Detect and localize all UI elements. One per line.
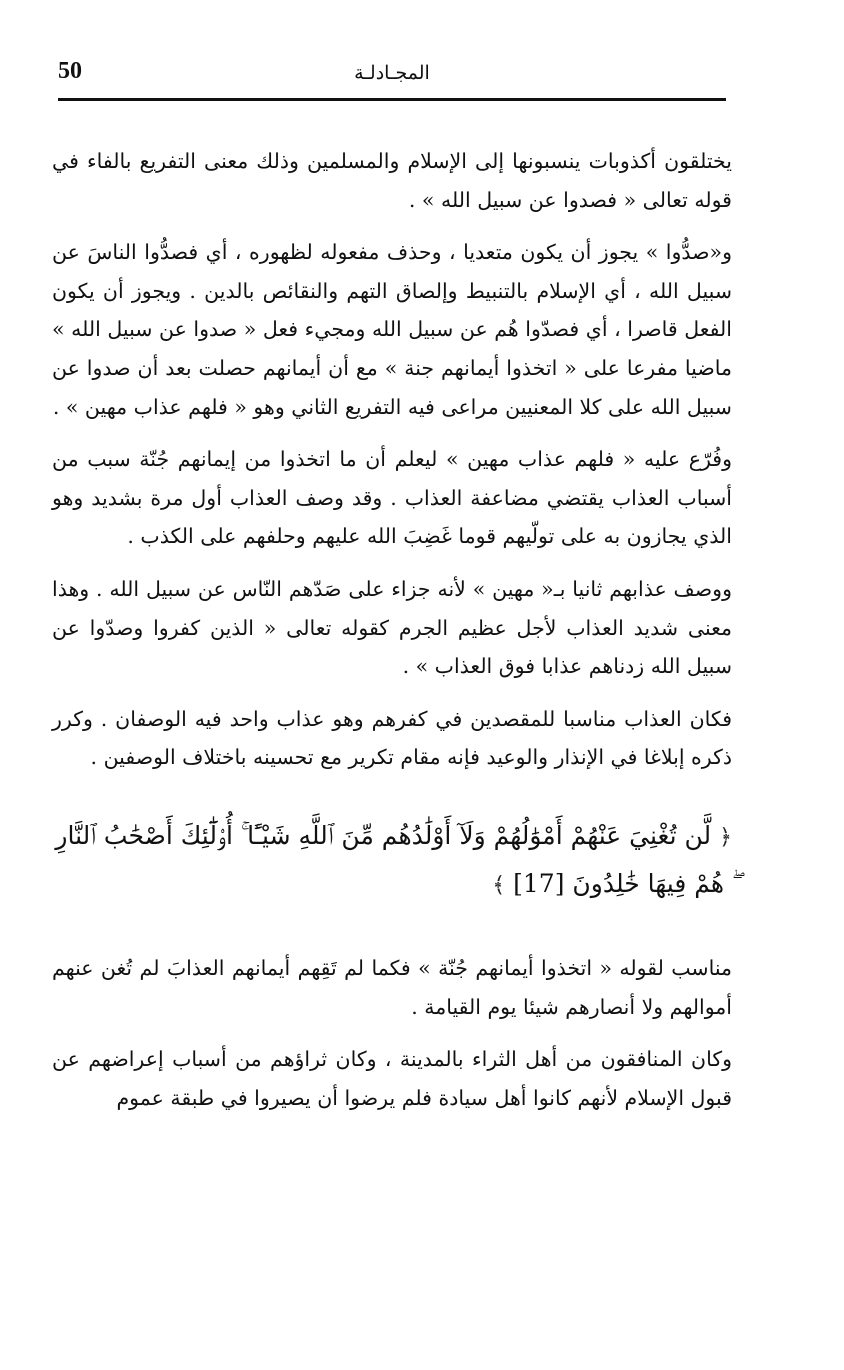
- verse-number: [17]: [513, 868, 565, 898]
- header-divider: [58, 98, 726, 101]
- surah-title: المجـادلـة: [354, 62, 430, 84]
- paragraph: فكان العذاب مناسبا للمقصدين في كفرهم وهو عذاب واحد فيه الوصفان . وكرر ذكره إبلاغا في الإنذار والوعيد فإنه مقام تكرير مع تحسينه باختلاف الوصفين .: [52, 706, 732, 770]
- paragraph: مناسب لقوله « اتخذوا أيمانهم جُنّة » فكما لم تَقِهم أيمانهم العذابَ لم تُغن عنهم أموالهم ولا أنصارهم شيئا يوم القيامة .: [52, 955, 732, 1019]
- verse-close-bracket: ﴾: [492, 872, 506, 898]
- paragraph: و«صدُّوا » يجوز أن يكون متعديا ، وحذف مفعوله لظهوره ، أي فصدُّوا الناسَ عن سبيل الله ، أي الإسلام بالتنبيط وإلصاق التهم والنقائص بالدين . ويجوز أن يكون الفعل قاصرا ، أي فصدّوا هُم عن سبيل الله ومجيء فعل « صدوا عن سبيل الله » ماضيا مفرعا على « اتخذوا أيمانهم جنة » مع أن أيمانهم حصلت بعد أن صدوا عن سبيل الله على كلا المعنيين مراعى فيه التفريع الثاني وهو « فلهم عذاب مهين » .: [52, 240, 732, 419]
- paragraph: وفُرّع عليه « فلهم عذاب مهين » ليعلم أن ما اتخذوا من إيمانهم جُنّة سبب من أسباب العذاب يقتضي مضاعفة العذاب . وقد وصف العذاب أول مرة بشديد وهو الذي يجازون به على تولّيهم قوما غَضِبَ الله عليهم وحلفهم على الكذب .: [52, 447, 732, 549]
- page-header: [58, 58, 726, 98]
- verse-open-bracket: ﴿: [719, 824, 732, 850]
- paragraph: ووصف عذابهم ثانيا بـ« مهين » لأنه جزاء على صَدّهم النّاس عن سبيل الله . وهذا معنى شديد العذاب لأجل عظيم الجرم كقوله تعالى « الذين كفروا وصدّوا عن سبيل الله زدناهم عذابا فوق العذاب » .: [52, 576, 732, 679]
- paragraph: يختلقون أكذوبات ينسبونها إلى الإسلام والمسلمين وذلك معنى التفريع بالفاء في قوله تعالى « فصدوا عن سبيل الله » .: [52, 149, 732, 212]
- verse-text: لَّن تُغْنِيَ عَنْهُمْ أَمْوَٰلُهُمْ وَلَآ أَوْلَٰدُهُم مِّنَ ٱللَّهِ شَيْـًٔا ۚ أُو۟لَٰٓئِكَ أَصْحَٰبُ ٱلنَّارِ ۖ هُمْ فِيهَا خَٰلِدُونَ: [55, 820, 732, 898]
- quran-verse: [52, 813, 732, 909]
- page-number: 50: [58, 58, 82, 84]
- paragraph: وكان المنافقون من أهل الثراء بالمدينة ، وكان ثراؤهم من أسباب إعراضهم عن قبول الإسلام لأنهم كانوا أهل سيادة فلم يرضوا أن يصيروا في طبقة عموم: [52, 1047, 732, 1110]
- page-body: [52, 142, 732, 1131]
